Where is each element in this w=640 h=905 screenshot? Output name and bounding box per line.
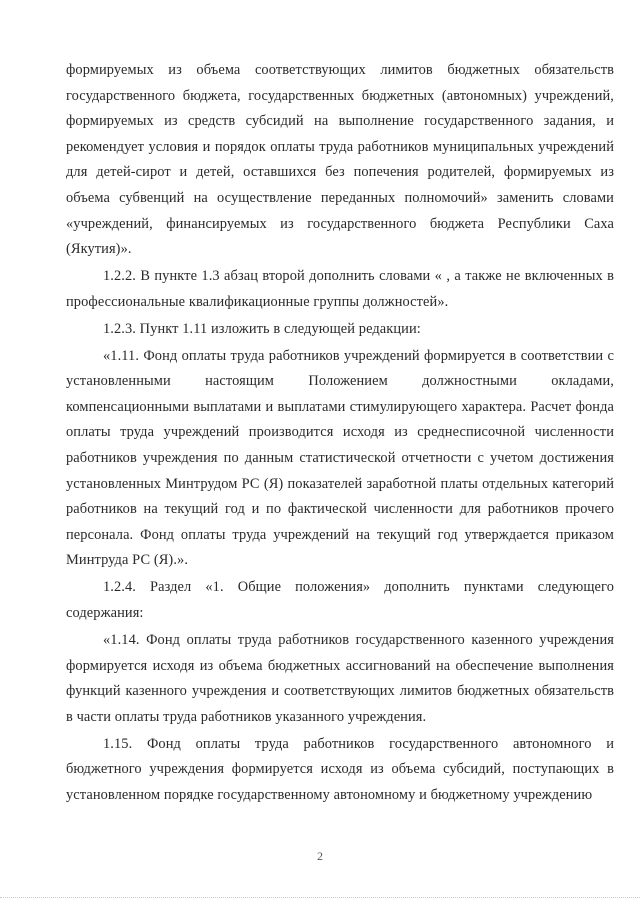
paragraph-1-2-3: 1.2.3. Пункт 1.11 изложить в следующей редакции:	[103, 320, 421, 337]
page-number: 2	[317, 849, 323, 863]
paragraph-1-14: «1.14. Фонд оплаты труда работников государственного казенного учреждения формируется исходя из объема бюджетных ассигнований на обеспечение выполнения функций казенного учреждения и соответствующих лимитов бюджетных обязательств в части оплаты труда работников указанного учреждения.	[66, 632, 614, 725]
document-body	[66, 58, 614, 810]
paragraph-1-2-4: 1.2.4. Раздел «1. Общие положения» дополнить пунктами следующего содержания:	[66, 579, 614, 622]
paragraph-continuation: формируемых из объема соответствующих лимитов бюджетных обязательств государственного бюджета, государственных бюджетных (автономных) учреждений, формируемых из средств субсидий на выполнение государственного задания, и рекомендует условия и порядок оплаты труда работников муниципальных учреждений для детей-сирот и детей, оставшихся без попечения родителей, формируемых из объема субвенций на осуществление переданных полномочий» заменить словами «учреждений, финансируемых из государственного бюджета Республики Саха (Якутия)».	[66, 62, 614, 258]
scan-bottom-edge	[0, 897, 640, 899]
paragraph-1-11: «1.11. Фонд оплаты труда работников учреждений формируется в соответствии с установленными настоящим Положением должностными окладами, компенсационными выплатами и выплатами стимулирующего характера. Расчет фонда оплаты труда учреждений производится исходя из среднесписочной численности работников учреждения по данным статистической отчетности с учетом достижения установленных Минтрудом РС (Я) показателей заработной платы отдельных категорий работников на текущий год и по фактической численности для работников прочего персонала. Фонд оплаты труда учреждений на текущий год утверждается приказом Минтруда РС (Я).».	[66, 347, 614, 569]
paragraph-1-2-2: 1.2.2. В пункте 1.3 абзац второй дополнить словами « , а также не включенных в профессиональные квалификационные группы должностей».	[66, 268, 614, 310]
paragraph-1-15: 1.15. Фонд оплаты труда работников государственного автономного и бюджетного учреждения формируется исходя из объема субсидий, поступающих в установленном порядке государственному автономному и бюджетному учреждению	[66, 735, 614, 803]
